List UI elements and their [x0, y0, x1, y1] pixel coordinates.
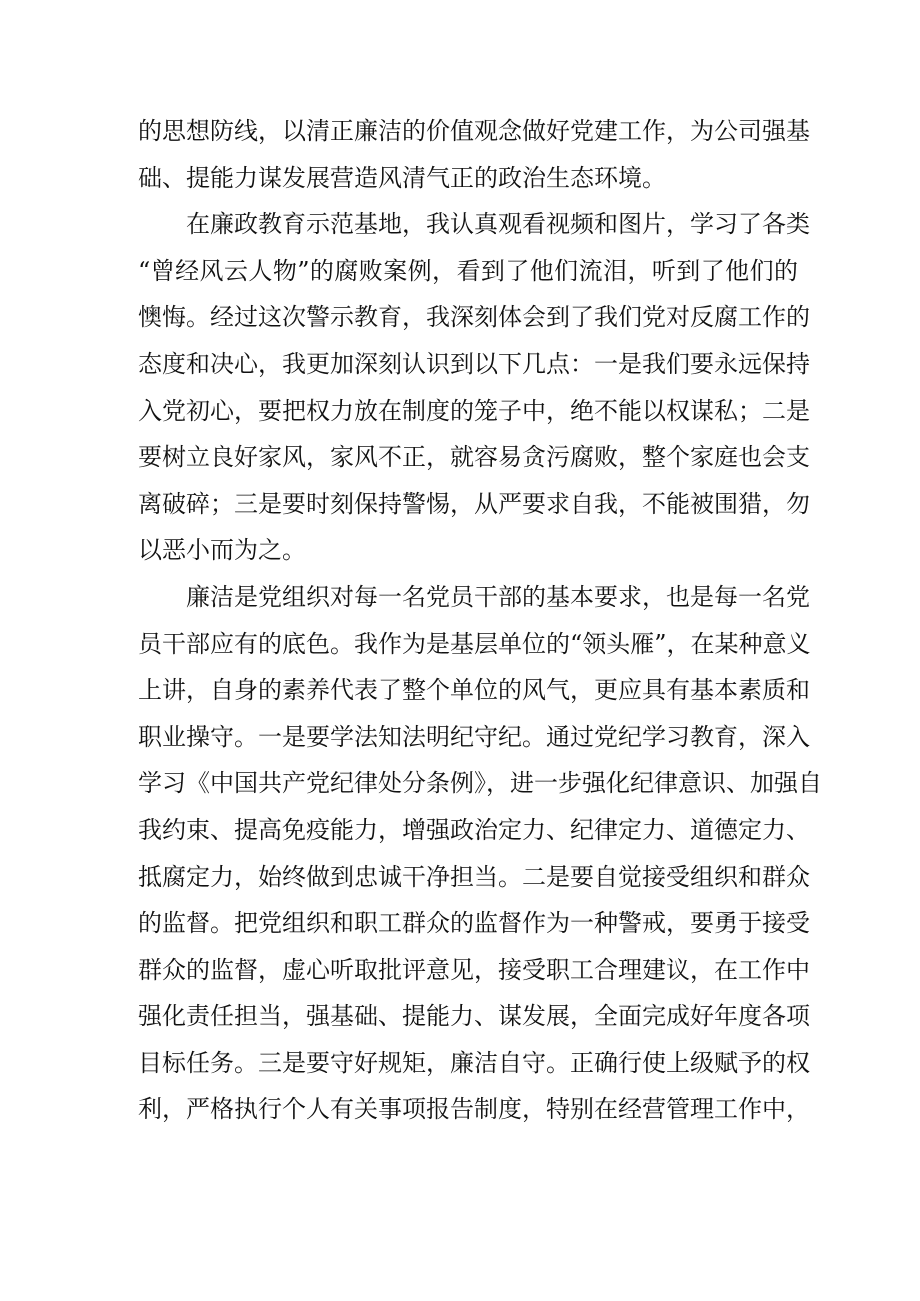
text-line: 目标任务。三是要守好规矩，廉洁自守。正确行使上级赋予的权 — [138, 1048, 810, 1077]
paragraph-2 — [138, 201, 810, 574]
text-line: 离破碎；三是要时刻保持警惕，从严要求自我，不能被围猎，勿 — [138, 489, 810, 518]
text-line: 群众的监督，虚心听取批评意见，接受职工合理建议，在工作中 — [138, 955, 810, 984]
text-line: 廉洁是党组织对每一名党员干部的基本要求，也是每一名党 — [186, 582, 810, 611]
text-line: 学习《中国共产党纪律处分条例》，进一步强化纪律意识、加强自 — [138, 769, 822, 798]
text-line: 上讲，自身的素养代表了整个单位的风气，更应具有基本素质和 — [138, 676, 810, 705]
text-line: 职业操守。一是要学法知法明纪守纪。通过党纪学习教育，深入 — [138, 722, 810, 751]
text-line: 态度和决心，我更加深刻认识到以下几点：一是我们要永远保持 — [138, 349, 810, 378]
text-line: 利，严格执行个人有关事项报告制度，特别在经营管理工作中， — [138, 1095, 810, 1124]
body-text — [138, 108, 822, 1133]
paragraph-3 — [138, 574, 822, 1133]
text-line: 懊悔。经过这次警示教育，我深刻体会到了我们党对反腐工作的 — [138, 303, 810, 332]
text-line: 入党初心，要把权力放在制度的笼子中，绝不能以权谋私；二是 — [138, 396, 810, 425]
text-line: 在廉政教育示范基地，我认真观看视频和图片，学习了各类 — [186, 210, 810, 239]
text-line: “曾经风云人物”的腐败案例，看到了他们流泪，听到了他们的 — [138, 256, 798, 285]
text-line: 强化责任担当，强基础、提能力、谋发展，全面完成好年度各项 — [138, 1002, 810, 1031]
text-line: 础、提能力谋发展营造风清气正的政治生态环境。 — [138, 163, 666, 192]
text-line: 的监督。把党组织和职工群众的监督作为一种警戒，要勇于接受 — [138, 909, 810, 938]
paragraph-1 — [138, 108, 810, 201]
text-line: 员干部应有的底色。我作为是基层单位的“领头雁”，在某种意义 — [138, 629, 811, 658]
text-line: 的思想防线，以清正廉洁的价值观念做好党建工作，为公司强基 — [138, 117, 810, 145]
text-line: 以恶小而为之。 — [138, 536, 306, 565]
text-line: 抵腐定力，始终做到忠诚干净担当。二是要自觉接受组织和群众 — [138, 862, 810, 891]
text-line: 要树立良好家风，家风不正，就容易贪污腐败，整个家庭也会支 — [138, 443, 810, 472]
text-line: 我约束、提高免疫能力，增强政治定力、纪律定力、道德定力、 — [138, 815, 810, 844]
